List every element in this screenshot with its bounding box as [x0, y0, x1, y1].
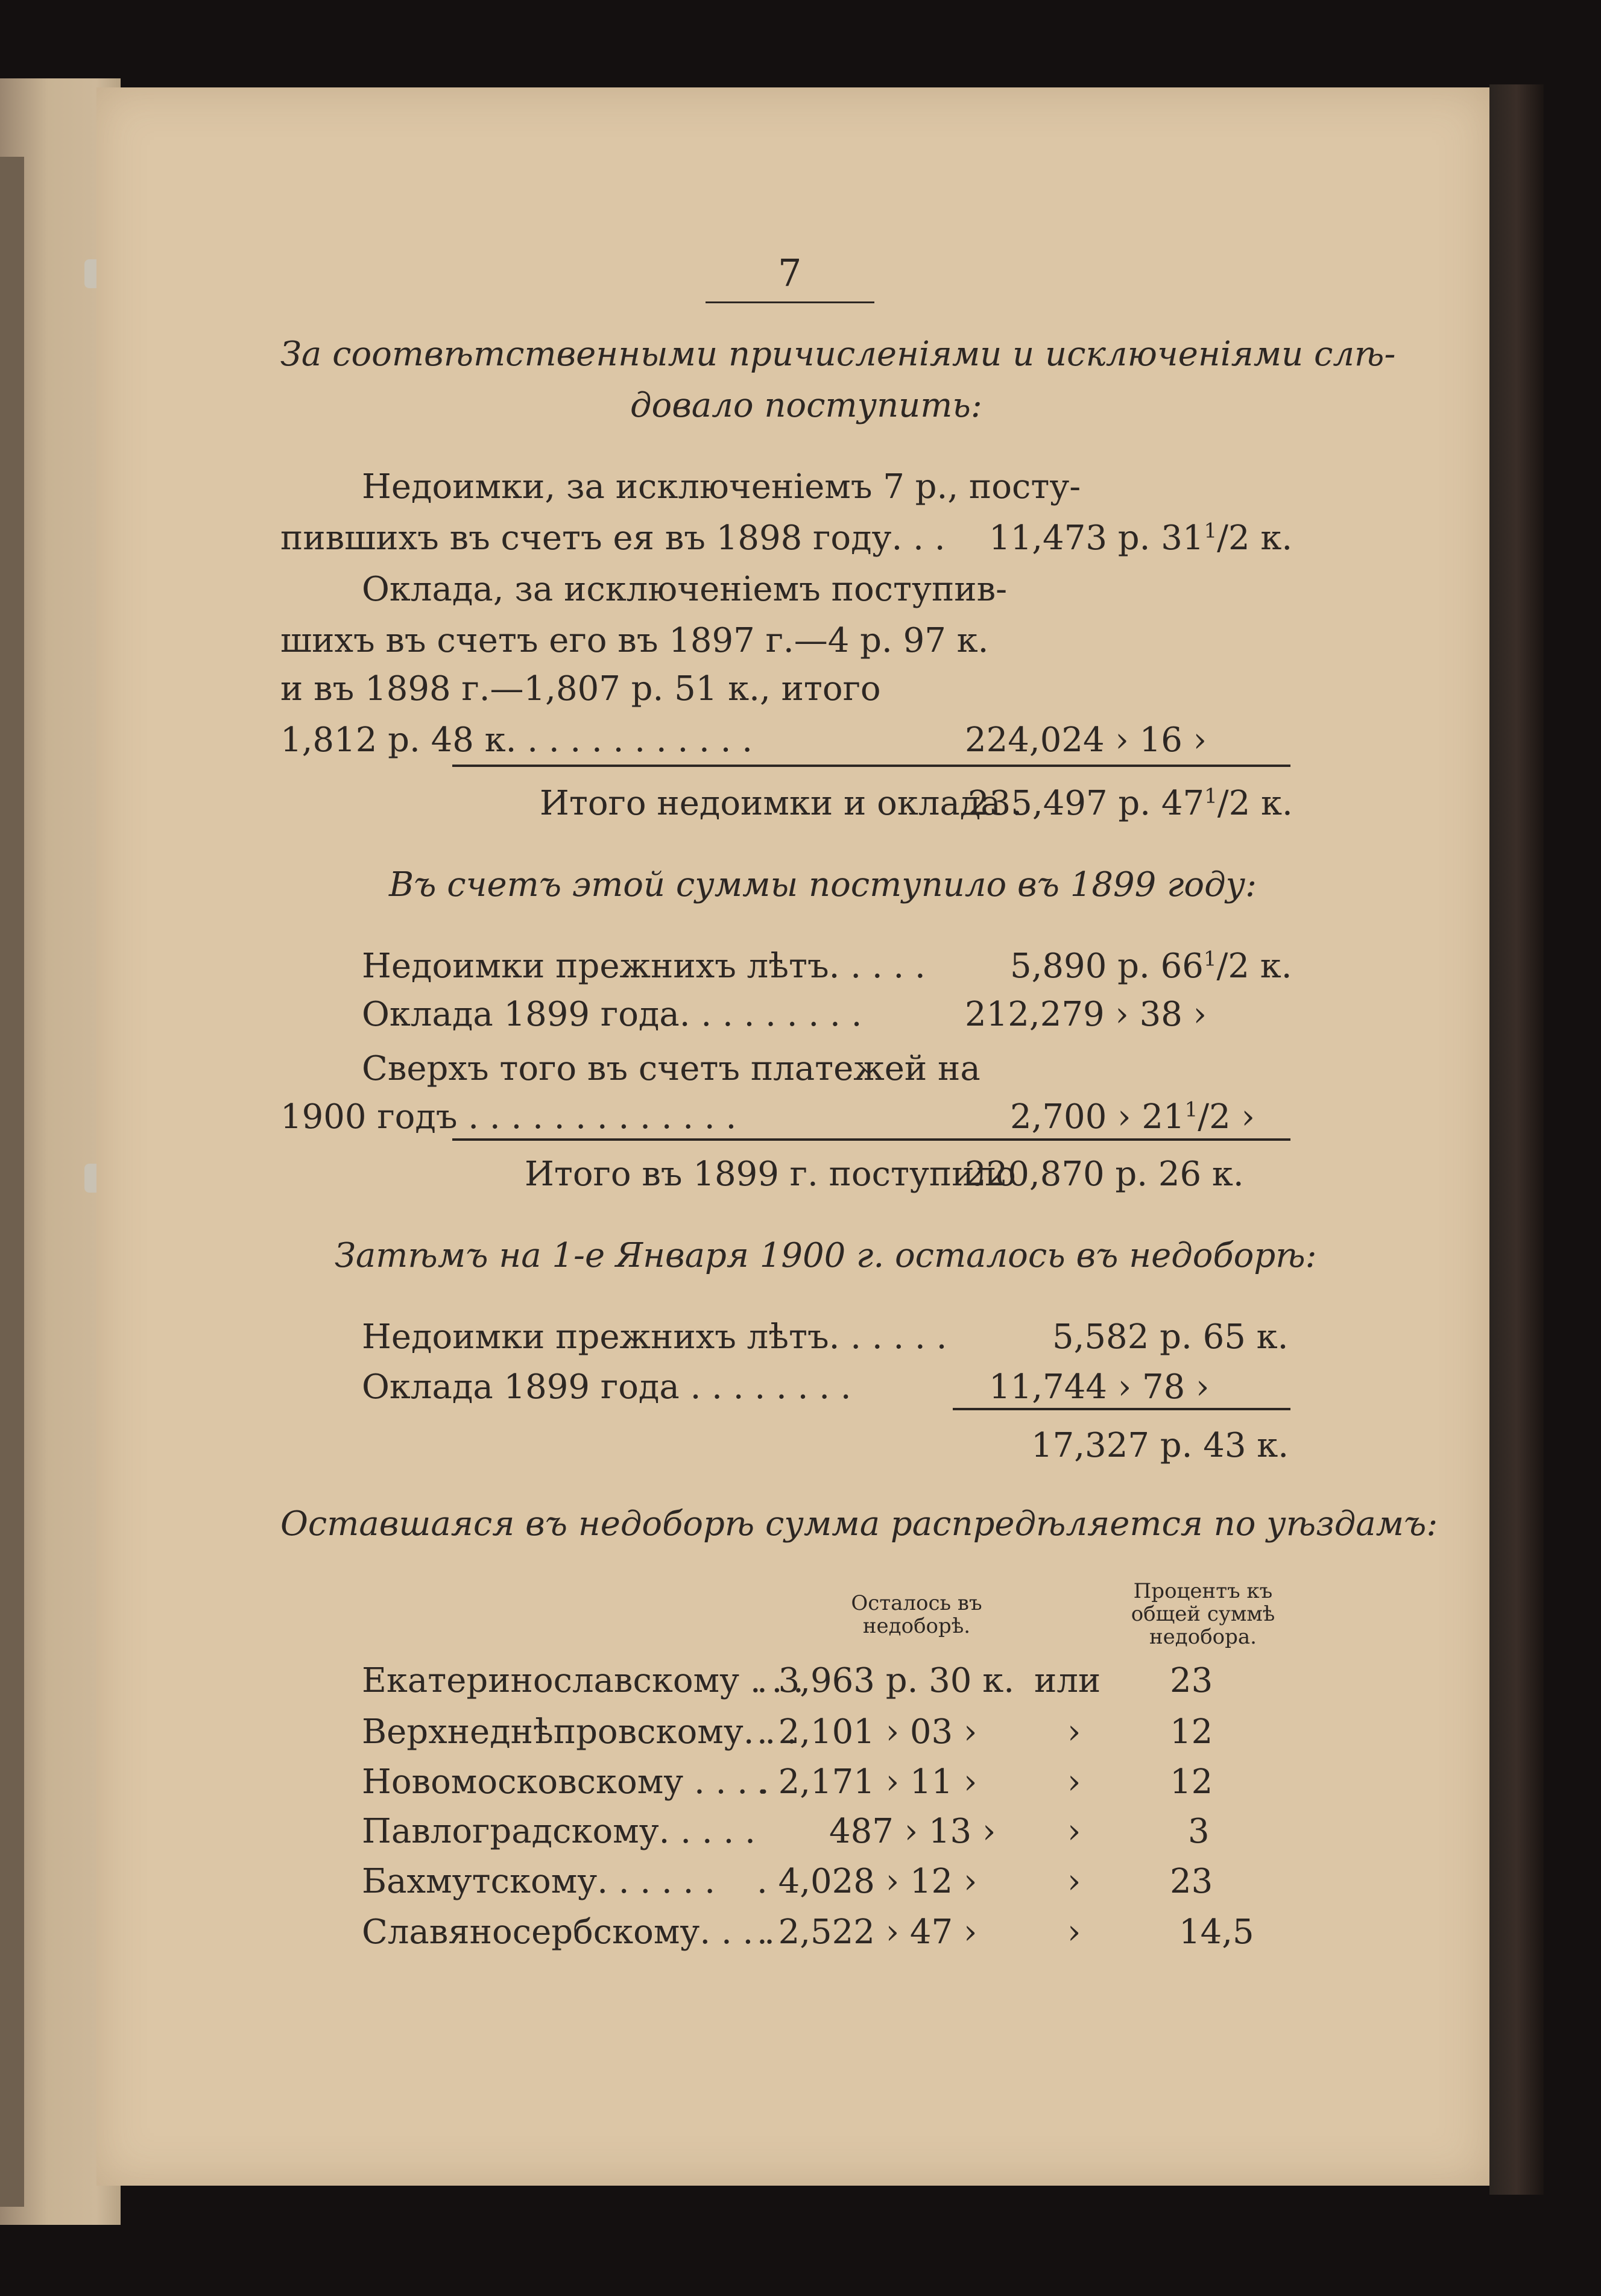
district-percent: 23	[1170, 1862, 1213, 1901]
salary-line2: шихъ въ счетъ его въ 1897 г.—4 р. 97 к.	[280, 621, 989, 660]
section1-total-rule	[452, 765, 1290, 767]
section2-total-rule	[452, 1138, 1290, 1141]
district-separator: ›	[1067, 1762, 1081, 1802]
district-amount: . 2,522 › 47 ›	[757, 1913, 977, 1952]
remaining-salary-amount: 11,744 › 78 ›	[989, 1367, 1210, 1407]
remaining-arrears-label: Недоимки прежнихъ лѣтъ. . . . . .	[362, 1317, 947, 1357]
received-salary-amount: 212,279 › 38 ›	[965, 995, 1207, 1034]
salary-line4: 1,812 р. 48 к. . . . . . . . . . . .	[280, 721, 753, 760]
column-header-percent: Процентъ къ общей суммѣ недобора.	[1131, 1579, 1275, 1649]
advance-payment-line1: Сверхъ того въ счетъ платежей на	[362, 1049, 980, 1088]
salary-line3: и въ 1898 г.—1,807 р. 51 к., итого	[280, 669, 881, 708]
column-header-remaining: Осталось въ недоборѣ.	[851, 1591, 982, 1638]
arrears-line1: Недоимки, за исключеніемъ 7 р., посту-	[362, 467, 1081, 506]
district-amount: . 3,963 р. 30 к.	[757, 1661, 1015, 1700]
salary-line1: Оклада, за исключеніемъ поступив-	[362, 570, 1008, 609]
page-number-rule	[706, 301, 874, 303]
section3-total-rule	[953, 1408, 1290, 1410]
district-name: Павлоградскому. . . . .	[362, 1812, 756, 1851]
section1-total-label: Итого недоимки и оклада .	[540, 784, 1023, 823]
received-salary-label: Оклада 1899 года. . . . . . . . .	[362, 995, 862, 1034]
district-separator: ›	[1067, 1712, 1081, 1752]
advance-payment-line2: 1900 годъ . . . . . . . . . . . . .	[280, 1097, 737, 1137]
section1-total-amount: 235,497 р. $47^1/2$ к.	[968, 784, 1293, 823]
section2-total-label: Итого въ 1899 г. поступило	[525, 1155, 1016, 1194]
arrears-line2: пившихъ въ счетъ ея въ 1898 году. . .	[280, 519, 946, 558]
book-binding	[0, 157, 24, 2207]
district-amount: . 2,101 › 03 ›	[757, 1712, 977, 1752]
section1-heading-line2: довало поступить:	[630, 386, 982, 425]
section4-heading: Оставшаяся въ недоборѣ сумма распредѣляется по уѣздамъ:	[280, 1504, 1438, 1544]
district-name: Верхнеднѣпровскому. . .	[362, 1712, 797, 1752]
section1-heading-line1: За соотвѣтственными причисленіями и исключеніями слѣ-	[280, 335, 1396, 374]
district-name: Бахмутскому. . . . . .	[362, 1862, 716, 1901]
district-percent: 12	[1170, 1762, 1213, 1802]
remaining-salary-label: Оклада 1899 года . . . . . . . .	[362, 1367, 851, 1407]
salary-amount: 224,024 › 16 ›	[965, 721, 1207, 760]
district-separator: ›	[1067, 1812, 1081, 1851]
received-arrears-amount: 5,890 р. $66^1/2$ к.	[1010, 947, 1292, 986]
advance-payment-amount: 2,700 › $21^1/2$ ›	[1010, 1097, 1255, 1137]
remaining-arrears-amount: 5,582 р. 65 к.	[1052, 1317, 1289, 1357]
district-percent: 12	[1170, 1712, 1213, 1752]
book-right-edge	[1489, 84, 1544, 2195]
received-arrears-label: Недоимки прежнихъ лѣтъ. . . . .	[362, 947, 926, 986]
district-name: Славяносербскому. . . .	[362, 1913, 775, 1952]
district-amount: . 4,028 › 12 ›	[757, 1862, 977, 1901]
district-name: Новомосковскому . . . .	[362, 1762, 769, 1802]
section3-heading: Затѣмъ на 1-е Января 1900 г. осталось въ недоборѣ:	[335, 1236, 1317, 1275]
district-percent: 3	[1188, 1812, 1210, 1851]
arrears-amount: 11,473 р. $31^1/2$ к.	[989, 519, 1293, 558]
district-separator: ›	[1067, 1862, 1081, 1901]
district-percent: 14,5	[1179, 1913, 1254, 1952]
district-separator: или	[1034, 1661, 1101, 1700]
district-separator: ›	[1067, 1913, 1081, 1952]
district-name: Екатеринославскому . . .	[362, 1661, 804, 1700]
section2-total-amount: 220,870 р. 26 к.	[965, 1155, 1244, 1194]
district-amount: 487 › 13 ›	[829, 1812, 996, 1851]
district-percent: 23	[1170, 1661, 1213, 1700]
page-number: 7	[778, 251, 802, 295]
section2-heading: Въ счетъ этой суммы поступило въ 1899 году:	[389, 865, 1257, 904]
section3-total-amount: 17,327 р. 43 к.	[1031, 1426, 1289, 1465]
district-amount: . 2,171 › 11 ›	[757, 1762, 977, 1802]
